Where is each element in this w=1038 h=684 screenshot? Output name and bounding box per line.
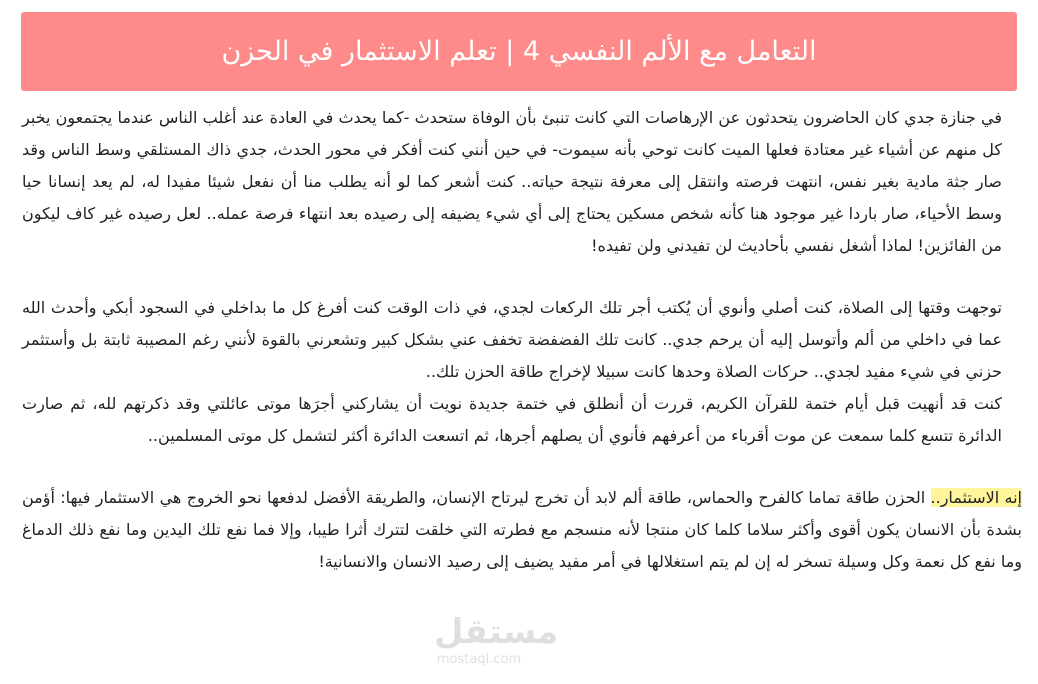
watermark-logo: مستقل [434, 612, 559, 652]
paragraph-4-text: الحزن طاقة تماما كالفرح والحماس، طاقة ألم لابد أن تخرج ليرتاح الإنسان، والطريقة الأفضل لدفعها نحو الخروج هي الاستثمار فيها: أؤمن بشدة بأن الانسان يكون أقوى وأكثر سلاما كلما كان منتجا لأنه منسجم مع فطرته التي خلقت لتترك أثرا طيبا، وإلا فما نفع تلك اليدين وما نفع ذلك الدماغ وما نفع كل نعمة وكل وسيلة تسخر له إن لم يتم استغلالها في أمر مفيد يضيف إلى رصيد الانسان والانسانية! [22, 488, 1022, 571]
mostaql-watermark [434, 612, 559, 678]
paragraph-spacer [22, 452, 1022, 482]
paragraph-3: كنت قد أنهيت قبل أيام ختمة للقرآن الكريم، قررت أن أنطلق في ختمة جديدة نويت أن يشاركني أجرَها موتى عائلتي وقد ذكرتهم لله، ثم صارت الدائرة تتسع كلما سمعت عن موت أقرباء من أعرفهم فأنوي أن يصلهم أجرها، ثم اتسعت الدائرة أكثر لتشمل كل موتى المسلمين.. [22, 394, 1002, 445]
highlighted-phrase: إنه الاستثمار.. [930, 488, 1022, 507]
paragraph-spacer [22, 262, 1022, 292]
paragraph-1: في جنازة جدي كان الحاضرون يتحدثون عن الإرهاصات التي كانت تنبئ بأن الوفاة ستحدث -كما يحدث في العادة عند أغلب الناس عندما يجتمعون يخبر كل منهم عن أشياء غير معتادة فعلها الميت كانت توحي بأنه سيموت- في حين أنني كنت أفكر في محور الحدث، جدي ذاك المستلقي وسط الناس وقد صار جثة مادية بغير نفس، انتهت فرصته وانتقل إلى معرفة نتيجة حياته.. كنت أشعر كما لو أنه يطلب منا أن نفعل شيئا مفيدا له، لم يعد إنسانا حيا وسط الأحياء، صار باردا غير موجود هنا كأنه شخص مسكين يحتاج إلى أي شيء يضيفه إلى رصيده بعد انتهاء فرصة عمله.. لعل رصيده غير كاف ليكون من الفائزين! لماذا أشغل نفسي بأحاديث لن تفيدني ولن تفيده! [22, 108, 1002, 255]
page-title: التعامل مع الألم النفسي 4 | تعلم الاستثمار في الحزن [221, 36, 817, 67]
article-body [22, 102, 1022, 578]
paragraph-2: توجهت وقتها إلى الصلاة، كنت أصلي وأنوي أن يُكتب أجر تلك الركعات لجدي، في ذات الوقت كنت أفرغ كل ما بداخلي في السجود أبكي وأحدث الله عما في داخلي من ألم وأتوسل إليه أن يرحم جدي.. كانت تلك الفضفضة تخفف عني بشكل كبير وتشعرني بالقوة لأنني رغم المصيبة ثابتة بل وأستثمر حزني في شيء مفيد لجدي.. حركات الصلاة وحدها كانت سبيلا لإخراج طاقة الحزن تلك.. [22, 298, 1002, 381]
title-banner [21, 12, 1017, 91]
watermark-text: mostaql.com [436, 652, 522, 667]
paragraph-4 [22, 482, 1022, 578]
